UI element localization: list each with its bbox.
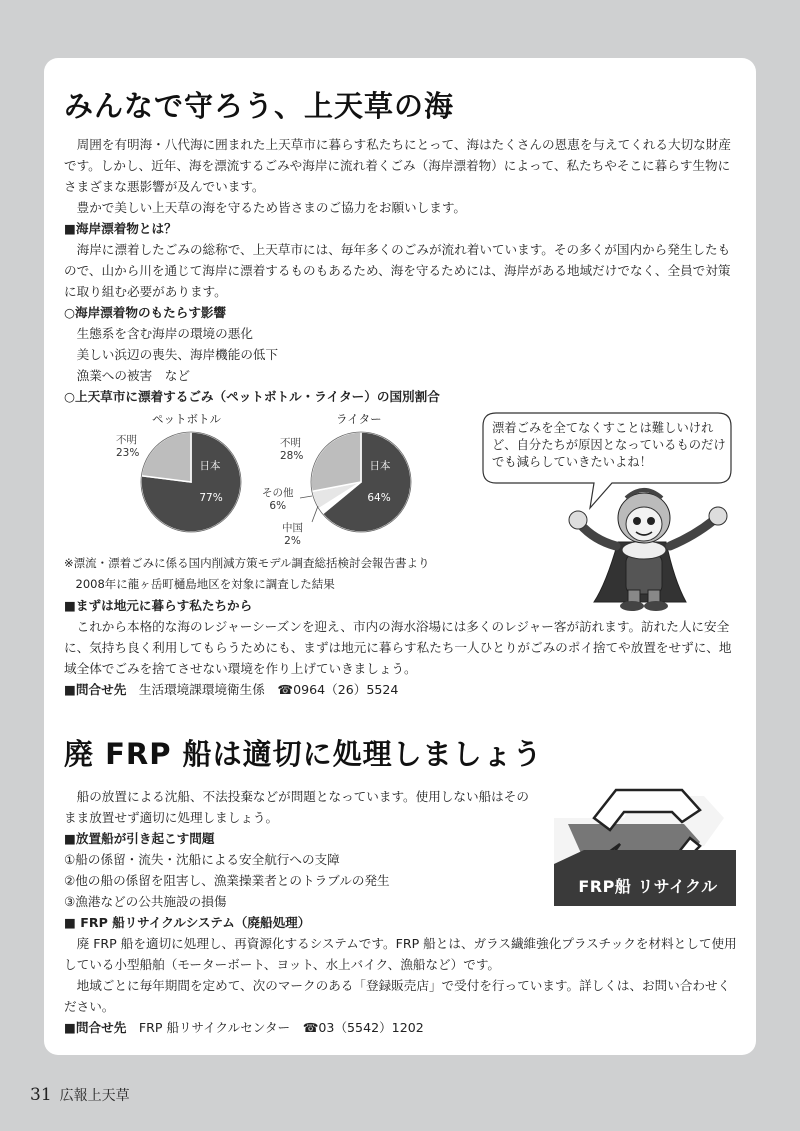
contact-line-2: ■ 問合せ先 FRP 船リサイクルセンター ☎03（5542）1202 [64, 1017, 740, 1038]
problem-item: ③漁港などの公共施設の損傷 [64, 894, 227, 909]
request-paragraph: 豊かで美しい上天草の海を守るため皆さまのご協力をお願いします。 [76, 200, 466, 215]
pie1-japan-label: 日本 [199, 460, 221, 472]
page-footer [30, 1085, 130, 1105]
china-leader-line [312, 506, 318, 522]
what-paragraph: 海岸に漂着したごみの総称で、上天草市には、毎年多くのごみが流れ着いています。その多くが国内から発生したもので、山から川を通じて海岸に漂着するものもあるため、海を守るためには、海岸がある地域だけでなく、全員で対策に取り組む必要があります。 [64, 242, 731, 299]
section2-intro-block [64, 786, 534, 933]
logo-caption: FRP船 リサイクル [578, 877, 718, 896]
section2-title: 廃 FRP 船は適切に処理しましょう [64, 737, 543, 771]
speech-bubble [482, 412, 732, 482]
other-leader-line [300, 496, 312, 498]
pie-slice-1 [141, 432, 191, 482]
publication-name: 広報上天草 [59, 1088, 130, 1104]
source-note [64, 553, 740, 595]
pie2-japan-label: 日本 [369, 460, 391, 472]
problem-item: ①船の係留・流失・沈船による安全航行への支障 [64, 852, 340, 867]
contact-line-1: ■ 問合せ先 生活環境課環境衛生係 ☎0964（26）5524 [64, 679, 740, 700]
effect-item: 美しい浜辺の喪失、海岸機能の低下 [76, 347, 279, 362]
pie2-title: ライター [336, 412, 382, 426]
source-line-2: 2008年に龍ヶ岳町樋島地区を対象に調査した結果 [75, 577, 335, 591]
local-paragraph: これから本格的な海のレジャーシーズンを迎え、市内の海水浴場には多くのレジャー客が訪れます。訪れた人に安全に、気持ち良く利用してもらうためにも、まずは地元に暮らす私たち一人ひとりがごみのポイ捨てや放置をせずに、地域全体でごみを捨てさせない環境を作り上げていきましょう。 [64, 619, 732, 676]
pie2-japan-pct: 64% [367, 492, 391, 504]
section1-title: みんなで守ろう、上天草の海 [64, 89, 455, 123]
problems-heading: ■ 放置船が引き起こす問題 [64, 828, 534, 849]
pie-chart-lighter [311, 432, 411, 532]
pie2-other-label: その他 6% [262, 487, 294, 512]
effect-item: 漁業への被害 など [76, 368, 190, 383]
effect-heading: ○海岸漂着物のもたらす影響 [64, 305, 227, 320]
ratio-heading: ○上天草市に漂着するごみ（ペットボトル・ライター）の国別割合 [64, 389, 440, 404]
local-heading: ■ まずは地元に暮らす私たちから [64, 595, 740, 616]
local-section [64, 595, 740, 700]
pie2-unknown-label: 不明 28% [280, 437, 304, 462]
effect-item: 生態系を含む海岸の環境の悪化 [76, 326, 253, 341]
pie1-unknown-label: 不明 23% [116, 434, 140, 459]
pie1-title: ペットボトル [152, 412, 221, 426]
pie2-china-label: 中国 2% [282, 522, 303, 547]
page-number: 31 [30, 1085, 52, 1105]
section2-body [64, 933, 740, 1038]
what-heading: ■ 海岸漂着物とは？ [64, 218, 740, 239]
pie-chart-petbottle [141, 432, 241, 532]
bubble-text: 漂着ごみを全てなくすことは難しいけれど、自分たちが原因となっているものだけでも減らしていきたいよね！ [492, 421, 726, 469]
frp-intro: 船の放置による沈船、不法投棄などが問題となっています。使用しない船はそのまま放置せず適切に処理しましょう。 [64, 789, 529, 825]
pie-slice-3 [311, 432, 361, 491]
system-heading: ■ FRP 船リサイクルシステム（廃船処理） [64, 912, 534, 933]
intro-paragraph: 周囲を有明海・八代海に囲まれた上天草市に暮らす私たちにとって、海はたくさんの恩恵を与えてくれる大切な財産です。しかし、近年、海を漂流するごみや海岸に流れ着くごみ（海岸漂着物）によって、私たちやそこに暮らす生物にさまざまな悪影響が及んでいます。 [64, 137, 731, 194]
problem-item: ②他の船の係留を阻害し、漁業操業者とのトラブルの発生 [64, 873, 390, 888]
system-paragraph-2: 地域ごとに毎年期間を定めて、次のマークのある「登録販売店」で受付を行っています。詳しくは、お問い合わせください。 [64, 978, 731, 1014]
system-paragraph-1: 廃 FRP 船を適切に処理し、再資源化するシステムです。FRP 船とは、ガラス繊維強化プラスチックを材料として使用している小型船舶（モーターボート、ヨット、水上バイク、漁船など）です。 [64, 936, 737, 972]
pie1-japan-pct: 77% [199, 492, 223, 504]
source-line-1: ※漂流・漂着ごみに係る国内削減方策モデル調査総括検討会報告書より [64, 556, 430, 570]
